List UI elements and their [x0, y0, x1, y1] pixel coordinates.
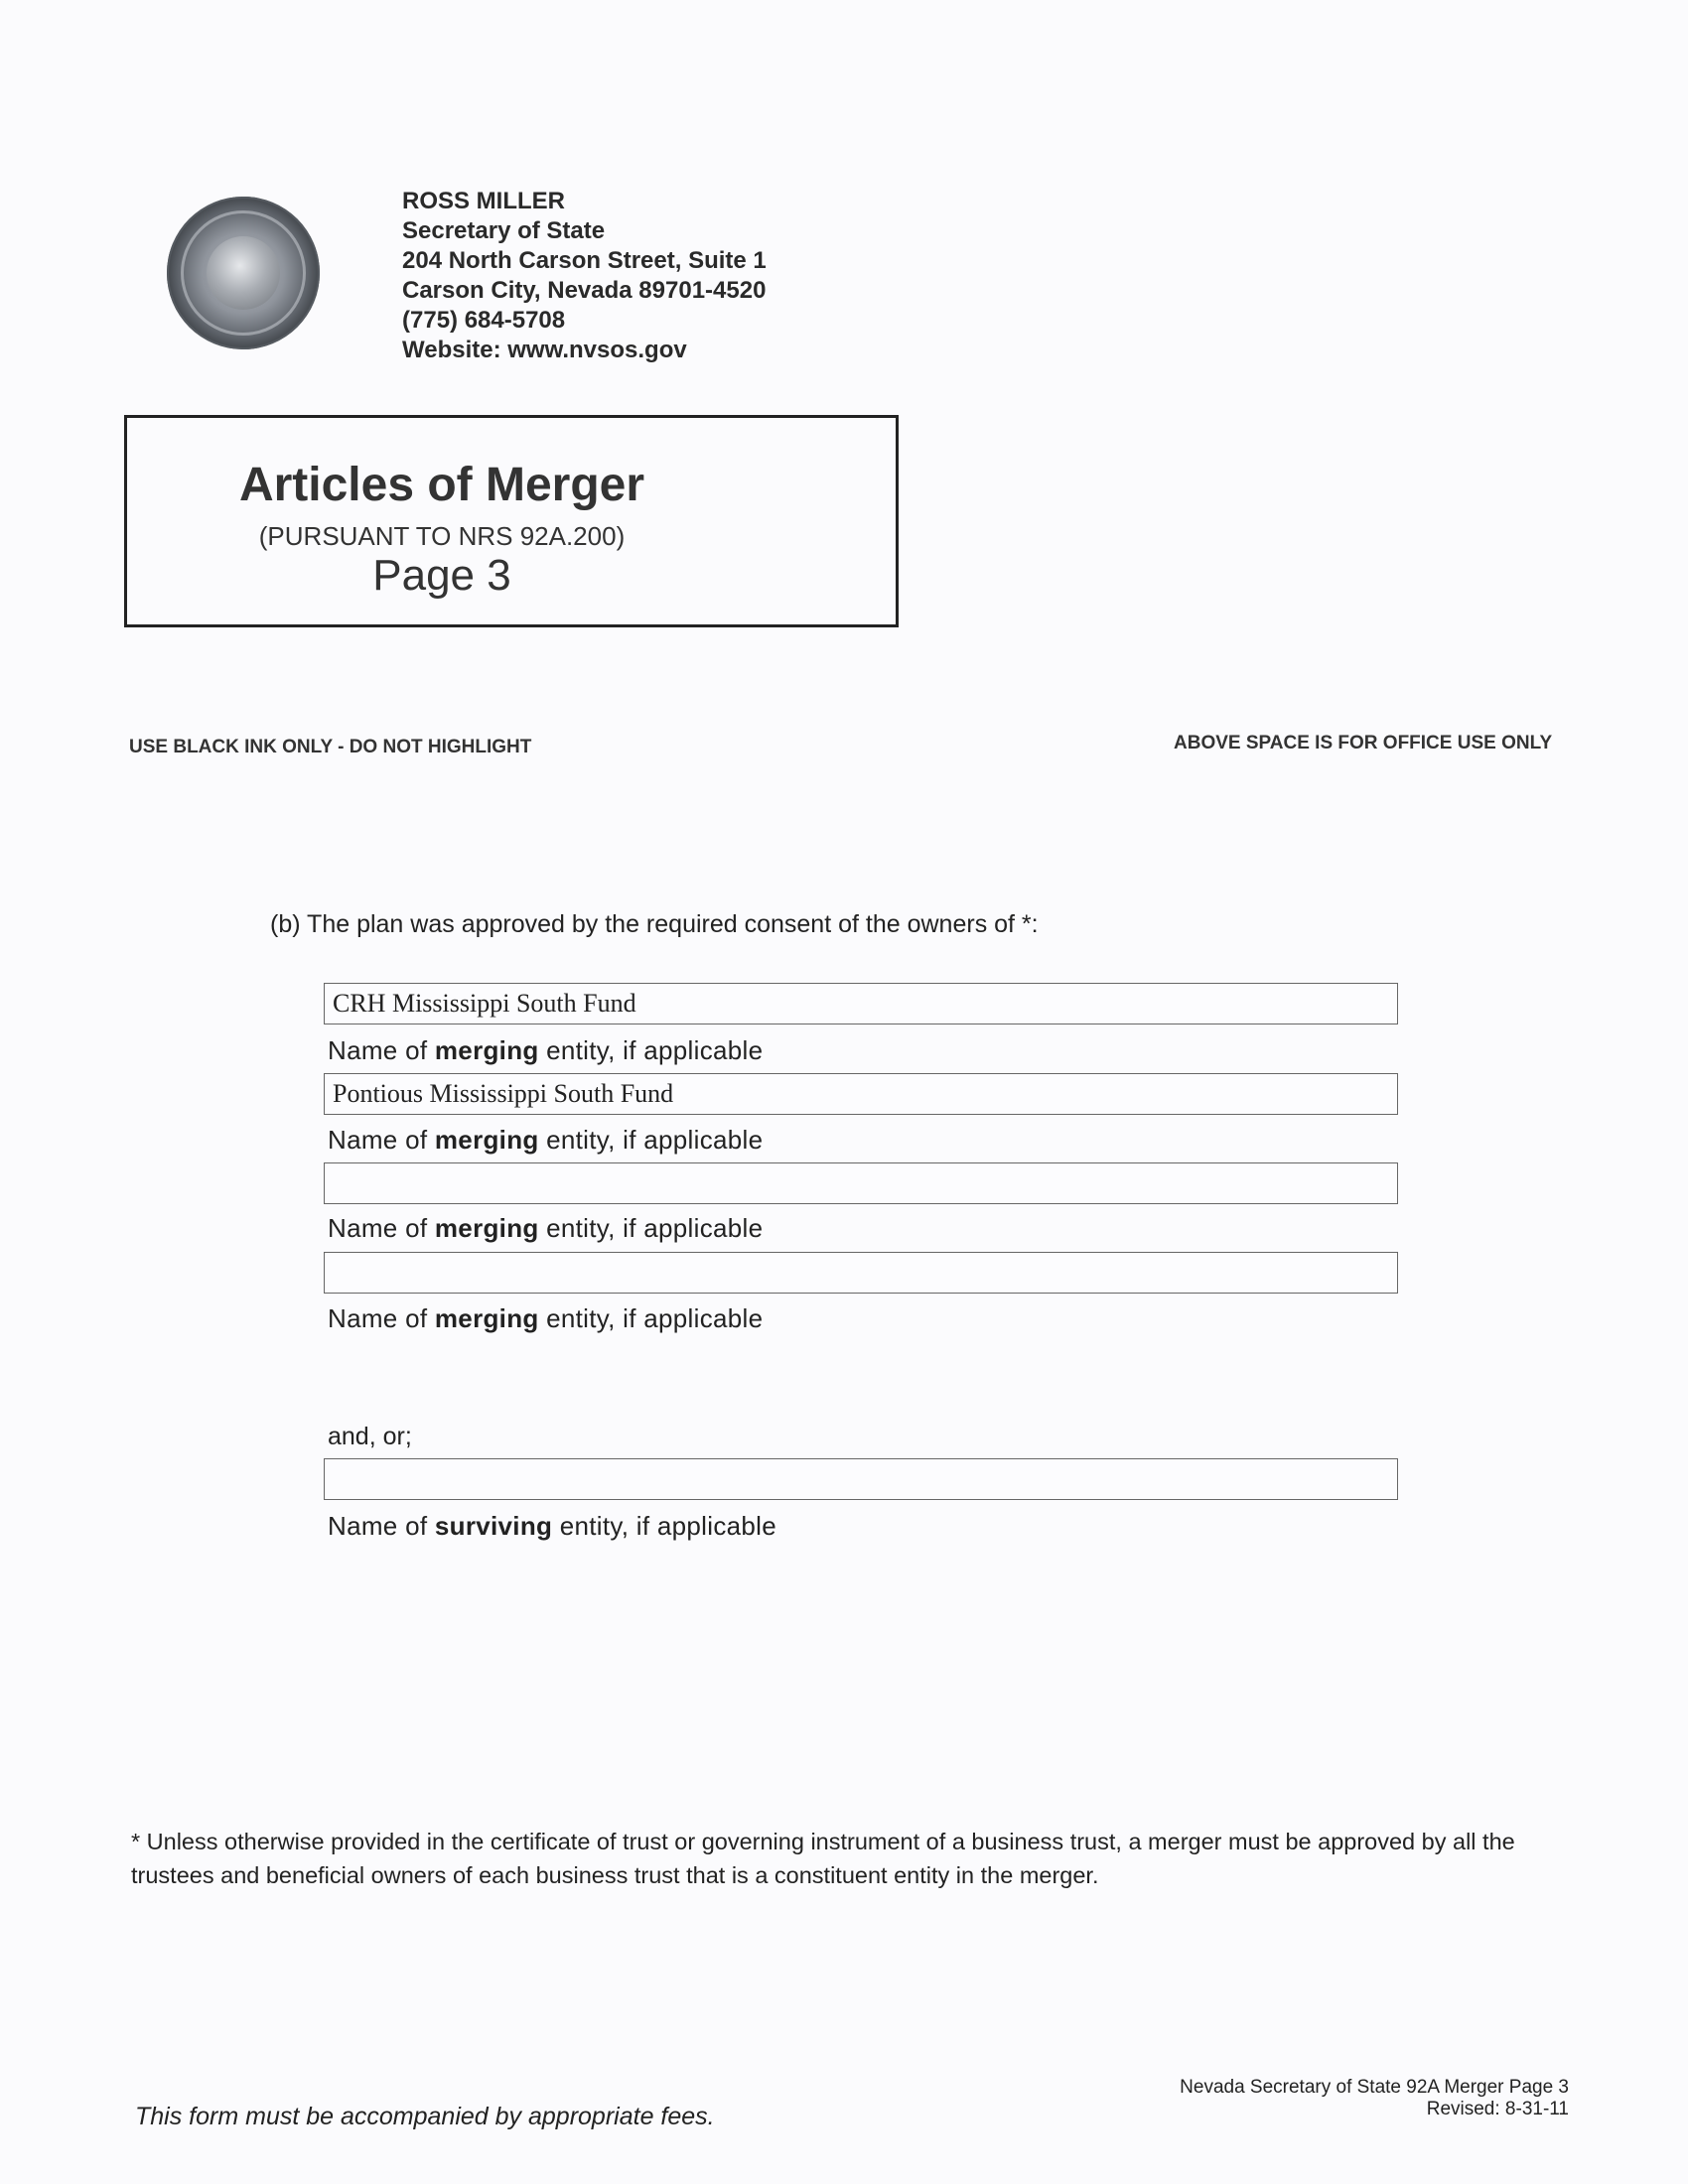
phone-number: (775) 684-5708: [402, 307, 566, 334]
approval-statement: (b) The plan was approved by the required consent of the owners of *:: [270, 910, 1039, 938]
merging-entity-caption-4: Name of merging entity, if applicable: [328, 1303, 764, 1333]
form-title: Articles of Merger: [238, 459, 645, 511]
official-office: Secretary of State: [402, 217, 606, 244]
form-id-line: Nevada Secretary of State 92A Merger Page 3: [1180, 2077, 1569, 2098]
fees-note: This form must be accompanied by appropriate fees.: [135, 2103, 715, 2130]
office-use-note: ABOVE SPACE IS FOR OFFICE USE ONLY: [1174, 733, 1553, 753]
street-address: 204 North Carson Street, Suite 1: [402, 247, 767, 274]
form-subtitle: (PURSUANT TO NRS 92A.200): [258, 521, 626, 551]
merging-entity-field-2[interactable]: Pontious Mississippi South Fund: [324, 1073, 1398, 1115]
state-seal-icon: [167, 197, 320, 349]
official-name: ROSS MILLER: [402, 188, 566, 214]
seal-core: [207, 236, 280, 310]
surviving-entity-caption: Name of surviving entity, if applicable: [328, 1511, 776, 1541]
merging-entity-caption-3: Name of merging entity, if applicable: [328, 1213, 764, 1243]
merging-entity-field-4[interactable]: [324, 1252, 1398, 1294]
footnote: * Unless otherwise provided in the certificate of trust or governing instrument of a business trust, a merger must be approved by all the trustees and beneficial owners of each business trust that is a constituent entity in the merger.: [131, 1829, 1515, 1888]
website: Website: www.nvsos.gov: [402, 337, 687, 363]
merging-entity-caption-2: Name of merging entity, if applicable: [328, 1125, 764, 1155]
merging-entity-caption-1: Name of merging entity, if applicable: [328, 1035, 764, 1065]
address-block: [402, 187, 767, 365]
page-label: Page 3: [372, 551, 511, 600]
merging-entity-field-3[interactable]: [324, 1162, 1398, 1204]
and-or-label: and, or;: [328, 1423, 412, 1450]
form-identifier: [1092, 2077, 1569, 2120]
surviving-entity-field[interactable]: [324, 1458, 1398, 1500]
title-box: [124, 415, 899, 627]
ink-note: USE BLACK INK ONLY - DO NOT HIGHLIGHT: [129, 737, 532, 757]
merging-entity-field-1[interactable]: CRH Mississippi South Fund: [324, 983, 1398, 1024]
revised-date: Revised: 8-31-11: [1426, 2099, 1569, 2119]
city-address: Carson City, Nevada 89701-4520: [402, 277, 767, 304]
